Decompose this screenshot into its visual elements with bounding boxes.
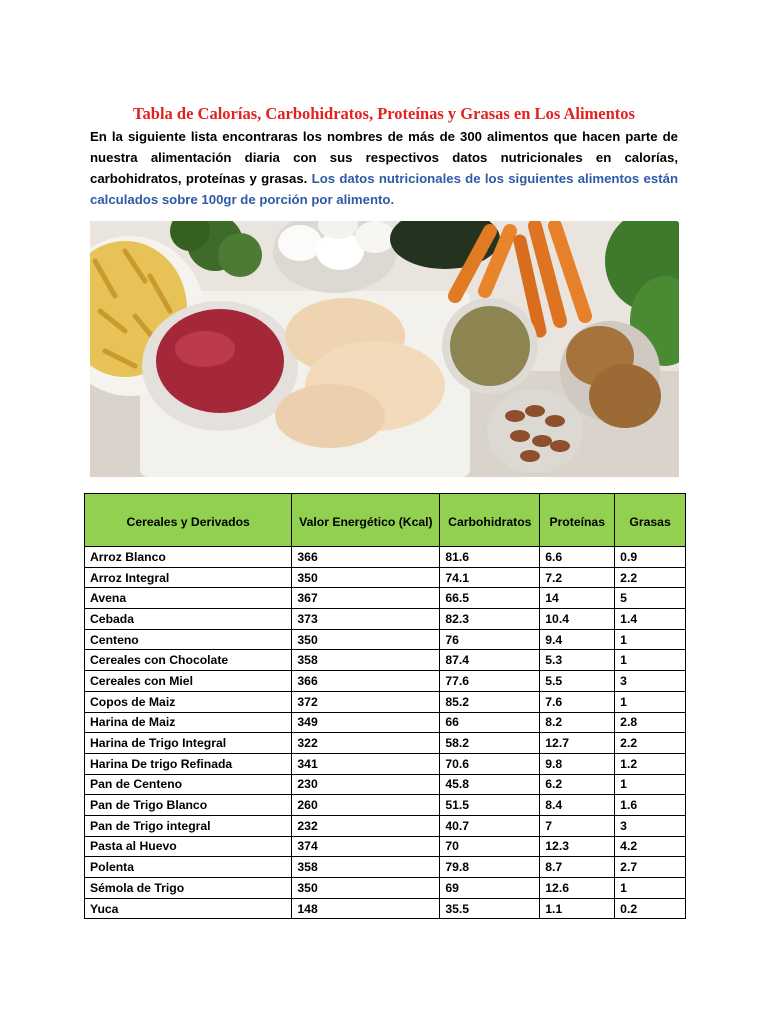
document-title: Tabla de Calorías, Carbohidratos, Proteínas y Grasas en Los Alimentos [133, 104, 635, 123]
header-valor-energetico: Valor Energético (Kcal) [292, 494, 440, 547]
intro-highlight: Los datos nutricionales de los siguientes alimentos están calculados sobre 100gr de porción por alimento. [90, 171, 678, 207]
fat-cell: 0.9 [615, 547, 686, 568]
protein-cell: 9.8 [540, 753, 615, 774]
carbs-cell: 79.8 [440, 857, 540, 878]
table-row [85, 878, 686, 899]
table-row [85, 815, 686, 836]
fat-cell: 3 [615, 671, 686, 692]
table-row [85, 671, 686, 692]
kcal-cell: 349 [292, 712, 440, 733]
table-row [85, 898, 686, 919]
kcal-cell: 366 [292, 547, 440, 568]
carbs-cell: 69 [440, 878, 540, 899]
ground-meat-bowl [142, 301, 298, 431]
table-row [85, 712, 686, 733]
kcal-cell: 358 [292, 650, 440, 671]
kcal-cell: 148 [292, 898, 440, 919]
protein-cell: 6.2 [540, 774, 615, 795]
fat-cell: 2.8 [615, 712, 686, 733]
kcal-cell: 230 [292, 774, 440, 795]
fat-cell: 1 [615, 629, 686, 650]
carbs-cell: 81.6 [440, 547, 540, 568]
fat-cell: 1.2 [615, 753, 686, 774]
table-row [85, 836, 686, 857]
intro-paragraph [90, 126, 678, 210]
table-row [85, 691, 686, 712]
food-name: Pasta al Huevo [85, 836, 292, 857]
food-name: Sémola de Trigo [85, 878, 292, 899]
fat-cell: 1 [615, 650, 686, 671]
protein-cell: 10.4 [540, 609, 615, 630]
fat-cell: 2.7 [615, 857, 686, 878]
fat-cell: 1 [615, 691, 686, 712]
kcal-cell: 350 [292, 878, 440, 899]
almonds-bowl [487, 389, 583, 473]
protein-cell: 12.7 [540, 733, 615, 754]
header-grasas: Grasas [615, 494, 686, 547]
protein-cell: 8.7 [540, 857, 615, 878]
table-row [85, 629, 686, 650]
carbs-cell: 85.2 [440, 691, 540, 712]
food-name: Pan de Trigo Blanco [85, 795, 292, 816]
kcal-cell: 358 [292, 857, 440, 878]
kcal-cell: 350 [292, 567, 440, 588]
kcal-cell: 260 [292, 795, 440, 816]
kcal-cell: 350 [292, 629, 440, 650]
fat-cell: 2.2 [615, 733, 686, 754]
carbs-cell: 87.4 [440, 650, 540, 671]
protein-cell: 7 [540, 815, 615, 836]
table-row [85, 588, 686, 609]
intro-text: En la siguiente lista encontraras los nombres de más de 300 alimentos que hacen parte de nuestra alimentación diaria con sus respectivos datos nutricionales en calorías, carbohidratos, proteínas y grasas. [90, 129, 678, 186]
kcal-cell: 341 [292, 753, 440, 774]
carbs-cell: 70.6 [440, 753, 540, 774]
carbs-cell: 66 [440, 712, 540, 733]
fat-cell: 1 [615, 878, 686, 899]
kcal-cell: 373 [292, 609, 440, 630]
food-name: Cereales con Miel [85, 671, 292, 692]
table-row [85, 547, 686, 568]
fat-cell: 4.2 [615, 836, 686, 857]
food-name: Pan de Centeno [85, 774, 292, 795]
nutrition-table [84, 493, 686, 919]
food-name: Avena [85, 588, 292, 609]
carbs-cell: 82.3 [440, 609, 540, 630]
kcal-cell: 232 [292, 815, 440, 836]
protein-cell: 5.3 [540, 650, 615, 671]
food-name: Cereales con Chocolate [85, 650, 292, 671]
table-row [85, 857, 686, 878]
protein-cell: 14 [540, 588, 615, 609]
kcal-cell: 372 [292, 691, 440, 712]
carbs-cell: 66.5 [440, 588, 540, 609]
carbs-cell: 77.6 [440, 671, 540, 692]
carbs-cell: 76 [440, 629, 540, 650]
protein-cell: 12.6 [540, 878, 615, 899]
table-row [85, 753, 686, 774]
food-illustration [90, 221, 679, 477]
protein-cell: 1.1 [540, 898, 615, 919]
food-name: Arroz Integral [85, 567, 292, 588]
food-name: Copos de Maiz [85, 691, 292, 712]
fat-cell: 1.4 [615, 609, 686, 630]
header-cereales: Cereales y Derivados [85, 494, 292, 547]
food-name: Harina de Maiz [85, 712, 292, 733]
food-name: Centeno [85, 629, 292, 650]
fat-cell: 1 [615, 774, 686, 795]
food-name: Polenta [85, 857, 292, 878]
protein-cell: 9.4 [540, 629, 615, 650]
food-name: Harina de Trigo Integral [85, 733, 292, 754]
food-name: Yuca [85, 898, 292, 919]
table-header-row [85, 494, 686, 547]
lentils-bowl [442, 298, 538, 394]
table-row [85, 795, 686, 816]
fat-cell: 0.2 [615, 898, 686, 919]
carbs-cell: 58.2 [440, 733, 540, 754]
table-row [85, 567, 686, 588]
fat-cell: 1.6 [615, 795, 686, 816]
table-row [85, 774, 686, 795]
protein-cell: 7.2 [540, 567, 615, 588]
protein-cell: 7.6 [540, 691, 615, 712]
kcal-cell: 322 [292, 733, 440, 754]
fat-cell: 3 [615, 815, 686, 836]
table-row [85, 733, 686, 754]
fat-cell: 5 [615, 588, 686, 609]
food-name: Pan de Trigo integral [85, 815, 292, 836]
kcal-cell: 366 [292, 671, 440, 692]
carbs-cell: 40.7 [440, 815, 540, 836]
kcal-cell: 367 [292, 588, 440, 609]
table-row [85, 650, 686, 671]
carbs-cell: 45.8 [440, 774, 540, 795]
carbs-cell: 70 [440, 836, 540, 857]
food-photo [90, 221, 679, 477]
protein-cell: 8.2 [540, 712, 615, 733]
carbs-cell: 74.1 [440, 567, 540, 588]
food-name: Cebada [85, 609, 292, 630]
fat-cell: 2.2 [615, 567, 686, 588]
protein-cell: 12.3 [540, 836, 615, 857]
carbs-cell: 35.5 [440, 898, 540, 919]
protein-cell: 8.4 [540, 795, 615, 816]
protein-cell: 5.5 [540, 671, 615, 692]
header-proteinas: Proteínas [540, 494, 615, 547]
food-name: Arroz Blanco [85, 547, 292, 568]
header-carbohidratos: Carbohidratos [440, 494, 540, 547]
protein-cell: 6.6 [540, 547, 615, 568]
table-row [85, 609, 686, 630]
food-name: Harina De trigo Refinada [85, 753, 292, 774]
carbs-cell: 51.5 [440, 795, 540, 816]
kcal-cell: 374 [292, 836, 440, 857]
